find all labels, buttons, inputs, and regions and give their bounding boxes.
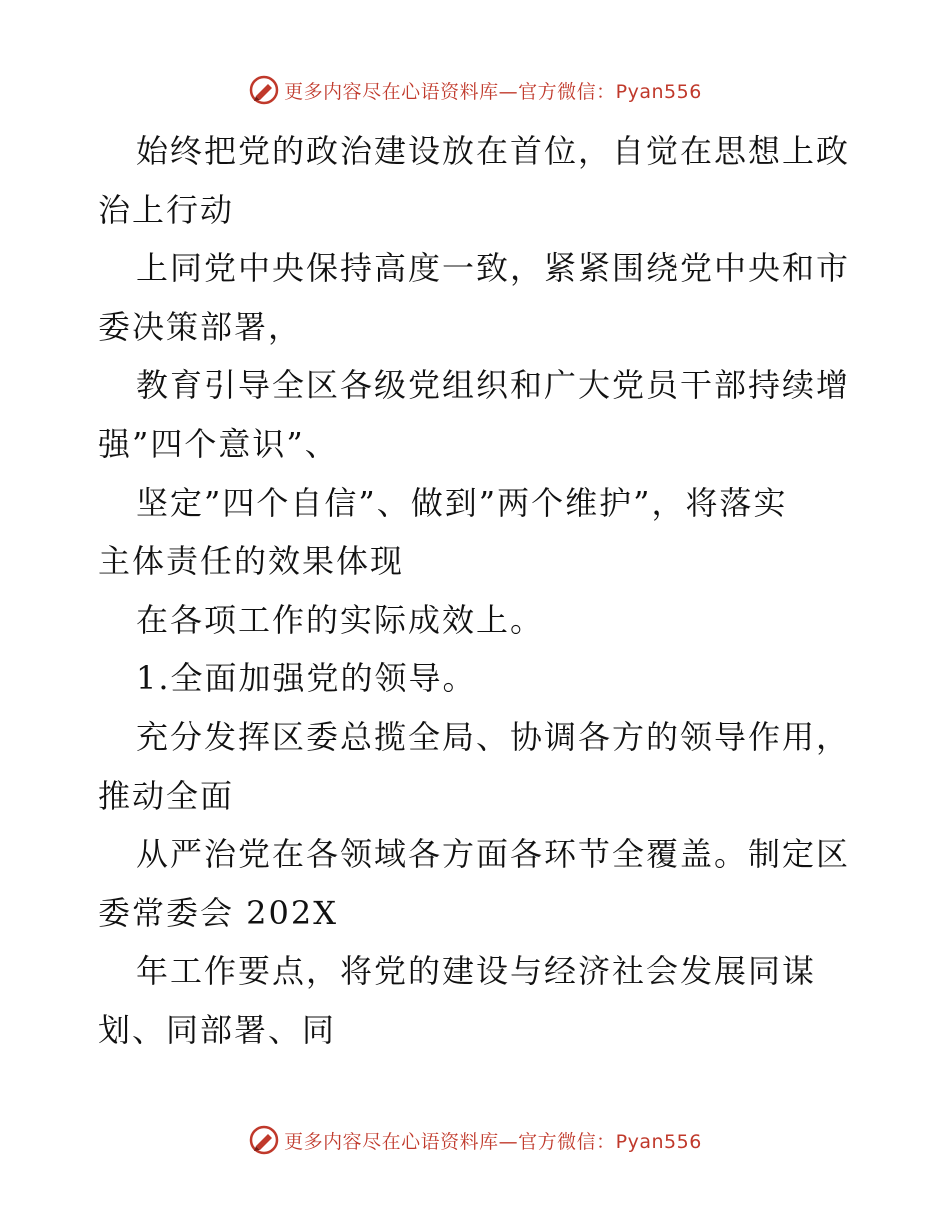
header-banner-text: 更多内容尽在心语资料库—官方微信：Pyan556 bbox=[284, 80, 702, 103]
footer-banner bbox=[0, 1120, 950, 1160]
pen-logo-icon bbox=[248, 1124, 280, 1156]
body-line: 推动全面 bbox=[98, 776, 235, 815]
document-body bbox=[98, 122, 858, 1060]
body-line: 强”四个意识”、 bbox=[98, 424, 339, 463]
body-line: 委决策部署， bbox=[98, 307, 303, 346]
section-heading: 1.全面加强党的领导。 bbox=[136, 659, 477, 698]
body-line: 划、同部署、同 bbox=[98, 1010, 337, 1049]
body-line: 年工作要点，将党的建设与经济社会发展同谋 bbox=[136, 952, 817, 991]
body-line: 上同党中央保持高度一致，紧紧围绕党中央和市 bbox=[136, 249, 851, 288]
footer-banner-text: 更多内容尽在心语资料库—官方微信：Pyan556 bbox=[284, 1130, 702, 1153]
body-line: 充分发挥区委总揽全局、协调各方的领导作用， bbox=[136, 717, 851, 756]
body-line: 主体责任的效果体现 bbox=[98, 542, 405, 581]
body-line: 坚定”四个自信”、做到”两个维护”，将落实 bbox=[136, 483, 788, 522]
body-line: 治上行动 bbox=[98, 190, 235, 229]
body-line: 从严治党在各领域各方面各环节全覆盖。制定区 bbox=[136, 835, 851, 874]
body-line: 始终把党的政治建设放在首位，自觉在思想上政 bbox=[136, 132, 851, 170]
pen-logo-icon bbox=[248, 74, 280, 106]
body-line: 委常委会 202X bbox=[98, 893, 339, 932]
body-line: 在各项工作的实际成效上。 bbox=[136, 600, 545, 639]
header-banner bbox=[0, 70, 950, 110]
body-line: 教育引导全区各级党组织和广大党员干部持续增 bbox=[136, 366, 851, 405]
